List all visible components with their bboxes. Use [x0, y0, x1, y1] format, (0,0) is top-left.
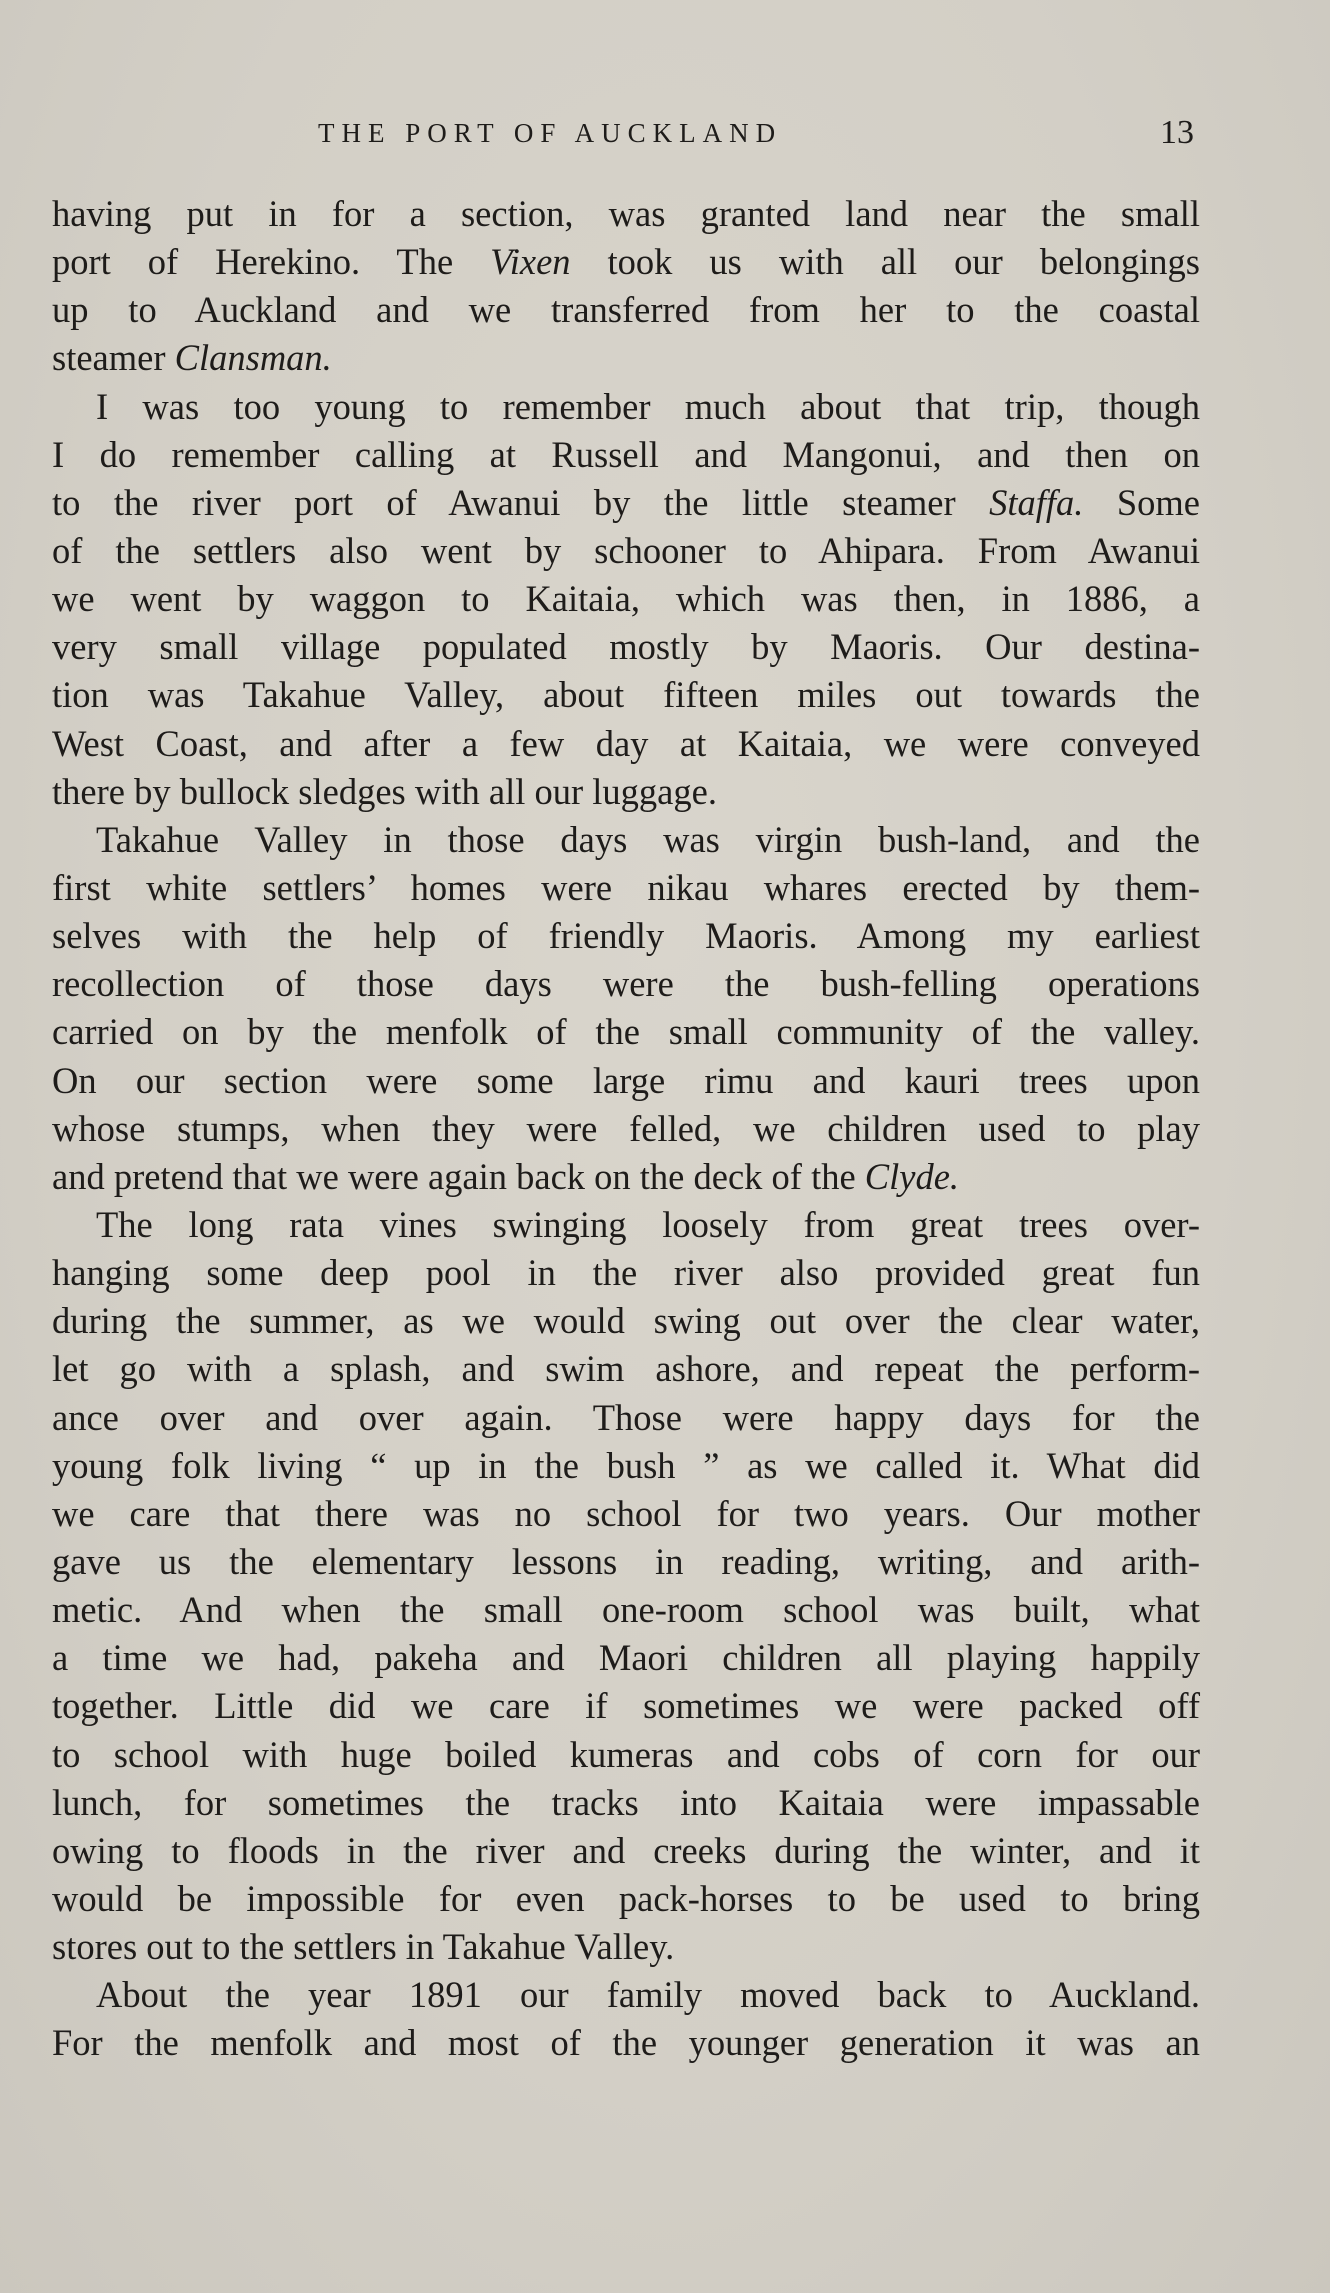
text-line: of the settlers also went by schooner to Ahipara. From Awanui [52, 529, 1200, 571]
ship-name: Clansman. [174, 337, 332, 379]
text-line: West Coast, and after a few day at Kaitaia, we were conveyed [52, 722, 1200, 764]
text-line: let go with a splash, and swim ashore, and repeat the perform- [52, 1348, 1200, 1390]
text-line: lunch, for sometimes the tracks into Kaitaia were impassable [52, 1781, 1200, 1823]
text-line: carried on by the menfolk of the small community of the valley. [52, 1011, 1200, 1053]
text-line: a time we had, pakeha and Maori children all playing happily [52, 1637, 1200, 1679]
text-line: whose stumps, when they were felled, we children used to play [52, 1107, 1200, 1149]
text-line: tion was Takahue Valley, about fifteen miles out towards the [52, 674, 1200, 716]
text-line: together. Little did we care if sometimes we were packed off [52, 1685, 1200, 1727]
text-line: would be impossible for even pack-horses to be used to bring [52, 1877, 1200, 1919]
text-line: there by bullock sledges with all our luggage. [52, 770, 717, 812]
text-line: About the year 1891 our family moved back to Auckland. [96, 1974, 1200, 2016]
text-line: first white settlers’ homes were nikau whares erected by them- [52, 866, 1200, 908]
text-line: metic. And when the small one-room school was built, what [52, 1589, 1200, 1631]
ship-name: Vixen [490, 241, 571, 283]
text-line: On our section were some large rimu and kauri trees upon [52, 1059, 1200, 1101]
text-line: we care that there was no school for two years. Our mother [52, 1492, 1200, 1534]
running-head-title: THE PORT OF AUCKLAND [318, 118, 783, 148]
text-line: very small village populated mostly by Maoris. Our destina- [52, 626, 1200, 668]
text-line: young folk living “ up in the bush ” as we called it. What did [52, 1444, 1200, 1486]
text-line: ance over and over again. Those were happy days for the [52, 1396, 1200, 1438]
text-line: recollection of those days were the bush-felling operations [52, 963, 1200, 1005]
text-line: gave us the elementary lessons in reading, writing, and arith- [52, 1540, 1200, 1582]
text-line: I do remember calling at Russell and Mangonui, and then on [52, 433, 1200, 475]
page-number: 13 [1160, 114, 1194, 151]
text-line: and pretend that we were again back on the deck of the Clyde. [52, 1155, 960, 1197]
text-line: up to Auckland and we transferred from her to the coastal [52, 289, 1200, 331]
text-line: stores out to the settlers in Takahue Valley. [52, 1926, 675, 1968]
text-line: we went by waggon to Kaitaia, which was then, in 1886, a [52, 578, 1200, 620]
text-line: having put in for a section, was granted land near the small [52, 193, 1200, 234]
text-line: owing to floods in the river and creeks during the winter, and it [52, 1829, 1200, 1871]
text-line: For the menfolk and most of the younger generation it was an [52, 2022, 1200, 2064]
text-line: I was too young to remember much about that trip, though [96, 385, 1200, 427]
text-line: during the summer, as we would swing out over the clear water, [52, 1300, 1200, 1342]
text-line: Takahue Valley in those days was virgin bush-land, and the [96, 818, 1200, 860]
text-line: hanging some deep pool in the river also provided great fun [52, 1252, 1200, 1294]
text-line: The long rata vines swinging loosely from great trees over- [96, 1203, 1200, 1245]
text-line: to the river port of Awanui by the little steamer Staffa. Some [52, 481, 1200, 523]
ship-name: Clyde. [864, 1155, 960, 1197]
text-line: selves with the help of friendly Maoris. Among my earliest [52, 915, 1200, 957]
text-line: port of Herekino. The Vixen took us with all our belongings [52, 241, 1201, 283]
ship-name: Staffa. [989, 481, 1084, 523]
body-text [52, 190, 1200, 2067]
text-line: steamer Clansman. [52, 337, 332, 379]
text-line: to school with huge boiled kumeras and cobs of corn for our [52, 1733, 1200, 1775]
